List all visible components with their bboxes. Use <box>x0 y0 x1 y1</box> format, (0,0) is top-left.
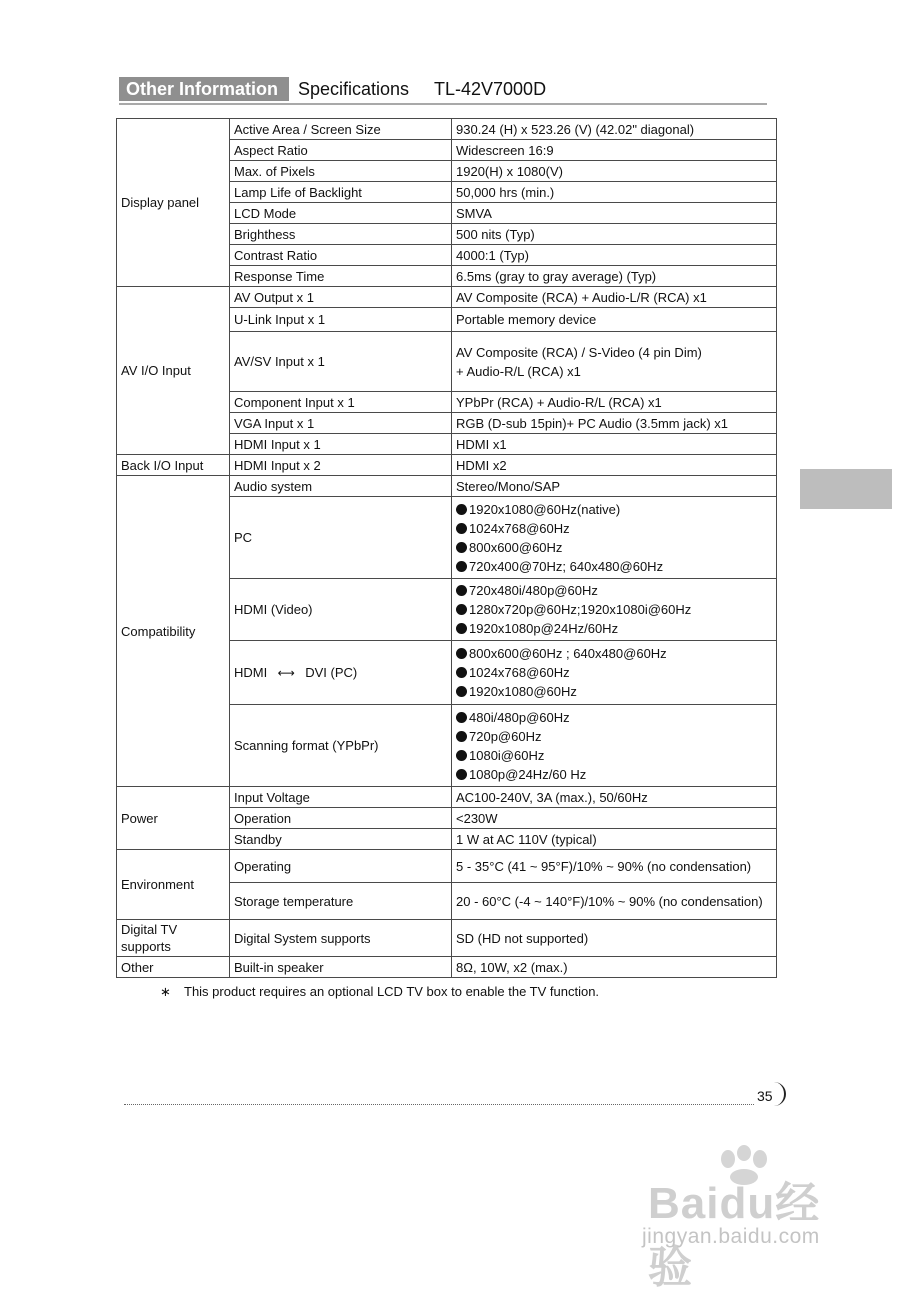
spec-value <box>452 705 777 787</box>
table-row <box>117 920 777 957</box>
group-power: Power <box>117 787 230 850</box>
spec-label: Brighthess <box>230 224 452 245</box>
spec-value-line: AV Composite (RCA) / S-Video (4 pin Dim) <box>456 344 702 360</box>
spec-value <box>452 332 777 392</box>
spec-value: SD (HD not supported) <box>452 920 777 957</box>
group-display-panel: Display panel <box>117 119 230 287</box>
spec-value: AC100-240V, 3A (max.), 50/60Hz <box>452 787 777 808</box>
spec-label: Input Voltage <box>230 787 452 808</box>
watermark-logo-text: Baidu经验 <box>648 1179 821 1292</box>
bullet-icon <box>456 504 467 515</box>
spec-label: Operating <box>230 850 452 883</box>
spec-value: <230W <box>452 808 777 829</box>
asterisk-icon: ∗ <box>160 984 171 999</box>
spec-label: Standby <box>230 829 452 850</box>
list-item: 1024x768@60Hz <box>456 519 772 538</box>
spec-label: HDMI Input x 1 <box>230 434 452 455</box>
list-item: 800x600@60Hz ; 640x480@60Hz <box>456 644 772 663</box>
group-compatibility: Compatibility <box>117 476 230 787</box>
side-tab-marker <box>800 469 892 509</box>
spec-label: Audio system <box>230 476 452 497</box>
section-label: Other Information <box>119 77 289 101</box>
hdmi-label: HDMI <box>234 664 268 680</box>
spec-label: HDMI Input x 2 <box>230 455 452 476</box>
list-item: 1080p@24Hz/60 Hz <box>456 765 772 784</box>
list-item: 720p@60Hz <box>456 727 772 746</box>
table-row <box>117 455 777 476</box>
page-title: Specifications <box>298 79 410 99</box>
bullet-icon <box>456 712 467 723</box>
list-item: 1920x1080@60Hz <box>456 682 772 701</box>
group-digital-tv: Digital TV supports <box>117 920 230 957</box>
bidirectional-arrow-icon: ⟷ <box>277 665 295 680</box>
list-item: 1024x768@60Hz <box>456 663 772 682</box>
bullet-icon <box>456 585 467 596</box>
spec-value: AV Composite (RCA) + Audio-L/R (RCA) x1 <box>452 287 777 308</box>
page-header <box>119 77 767 105</box>
bullet-icon <box>456 523 467 534</box>
spec-value: 500 nits (Typ) <box>452 224 777 245</box>
spec-label: Digital System supports <box>230 920 452 957</box>
spec-label: Contrast Ratio <box>230 245 452 266</box>
spec-value: RGB (D-sub 15pin)+ PC Audio (3.5mm jack) x1 <box>452 413 777 434</box>
spec-table <box>116 118 777 978</box>
list-item: 1920x1080@60Hz(native) <box>456 500 772 519</box>
spec-value: 20 - 60°C (-4 ~ 140°F)/10% ~ 90% (no condensation) <box>452 883 777 920</box>
spec-label: Component Input x 1 <box>230 392 452 413</box>
spec-value: 1920(H) x 1080(V) <box>452 161 777 182</box>
footer-divider <box>124 1090 754 1105</box>
spec-value: HDMI x1 <box>452 434 777 455</box>
spec-label: PC <box>230 497 452 579</box>
list-item: 1080i@60Hz <box>456 746 772 765</box>
spec-label: Aspect Ratio <box>230 140 452 161</box>
group-av-io: AV I/O Input <box>117 287 230 455</box>
model-number: TL-42V7000D <box>434 79 547 99</box>
spec-label: LCD Mode <box>230 203 452 224</box>
spec-label: VGA Input x 1 <box>230 413 452 434</box>
list-item: 1920x1080p@24Hz/60Hz <box>456 619 772 638</box>
watermark-url: jingyan.baidu.com <box>642 1225 820 1248</box>
spec-label: Max. of Pixels <box>230 161 452 182</box>
table-row <box>117 957 777 978</box>
bullet-icon <box>456 542 467 553</box>
spec-value: Widescreen 16:9 <box>452 140 777 161</box>
watermark <box>640 1145 860 1292</box>
spec-label: HDMI (Video) <box>230 579 452 641</box>
list-item: 720x400@70Hz; 640x480@60Hz <box>456 557 772 576</box>
spec-label: AV Output x 1 <box>230 287 452 308</box>
spec-value: SMVA <box>452 203 777 224</box>
spec-value: 1 W at AC 110V (typical) <box>452 829 777 850</box>
spec-value: Portable memory device <box>452 308 777 332</box>
spec-label: Lamp Life of Backlight <box>230 182 452 203</box>
bullet-icon <box>456 750 467 761</box>
bullet-icon <box>456 769 467 780</box>
spec-label: Storage temperature <box>230 883 452 920</box>
spec-value: 6.5ms (gray to gray average) (Typ) <box>452 266 777 287</box>
list-item: 800x600@60Hz <box>456 538 772 557</box>
spec-label: U-Link Input x 1 <box>230 308 452 332</box>
table-row <box>117 476 777 497</box>
spec-value: 5 - 35°C (41 ~ 95°F)/10% ~ 90% (no condensation) <box>452 850 777 883</box>
page-number: 35 <box>757 1088 773 1104</box>
table-row <box>117 850 777 883</box>
spec-label: Built-in speaker <box>230 957 452 978</box>
spec-label: Scanning format (YPbPr) <box>230 705 452 787</box>
spec-value <box>452 641 777 705</box>
bullet-icon <box>456 604 467 615</box>
table-row <box>117 119 777 140</box>
bullet-icon <box>456 623 467 634</box>
spec-label: Response Time <box>230 266 452 287</box>
spec-value: 930.24 (H) x 523.26 (V) (42.02" diagonal) <box>452 119 777 140</box>
spec-value: 8Ω, 10W, x2 (max.) <box>452 957 777 978</box>
spec-value: HDMI x2 <box>452 455 777 476</box>
spec-value <box>452 497 777 579</box>
spec-label: Operation <box>230 808 452 829</box>
bullet-icon <box>456 667 467 678</box>
footnote <box>160 983 599 1000</box>
table-row <box>117 287 777 308</box>
list-item: 720x480i/480p@60Hz <box>456 581 772 600</box>
spec-value: YPbPr (RCA) + Audio-R/L (RCA) x1 <box>452 392 777 413</box>
spec-label: AV/SV Input x 1 <box>230 332 452 392</box>
table-row <box>117 787 777 808</box>
spec-value: 50,000 hrs (min.) <box>452 182 777 203</box>
spec-value-line: + Audio-R/L (RCA) x1 <box>456 363 581 379</box>
spec-value <box>452 579 777 641</box>
page-bracket-icon <box>772 1082 786 1106</box>
group-environment: Environment <box>117 850 230 920</box>
footnote-text: This product requires an optional LCD TV box to enable the TV function. <box>184 984 600 999</box>
group-back-io: Back I/O Input <box>117 455 230 476</box>
spec-value: Stereo/Mono/SAP <box>452 476 777 497</box>
group-other: Other <box>117 957 230 978</box>
bullet-icon <box>456 561 467 572</box>
spec-value: 4000:1 (Typ) <box>452 245 777 266</box>
dvi-label: DVI (PC) <box>305 664 358 680</box>
bullet-icon <box>456 731 467 742</box>
bullet-icon <box>456 648 467 659</box>
list-item: 1280x720p@60Hz;1920x1080i@60Hz <box>456 600 772 619</box>
bullet-icon <box>456 686 467 697</box>
list-item: 480i/480p@60Hz <box>456 708 772 727</box>
spec-label: Active Area / Screen Size <box>230 119 452 140</box>
spec-label <box>230 641 452 705</box>
